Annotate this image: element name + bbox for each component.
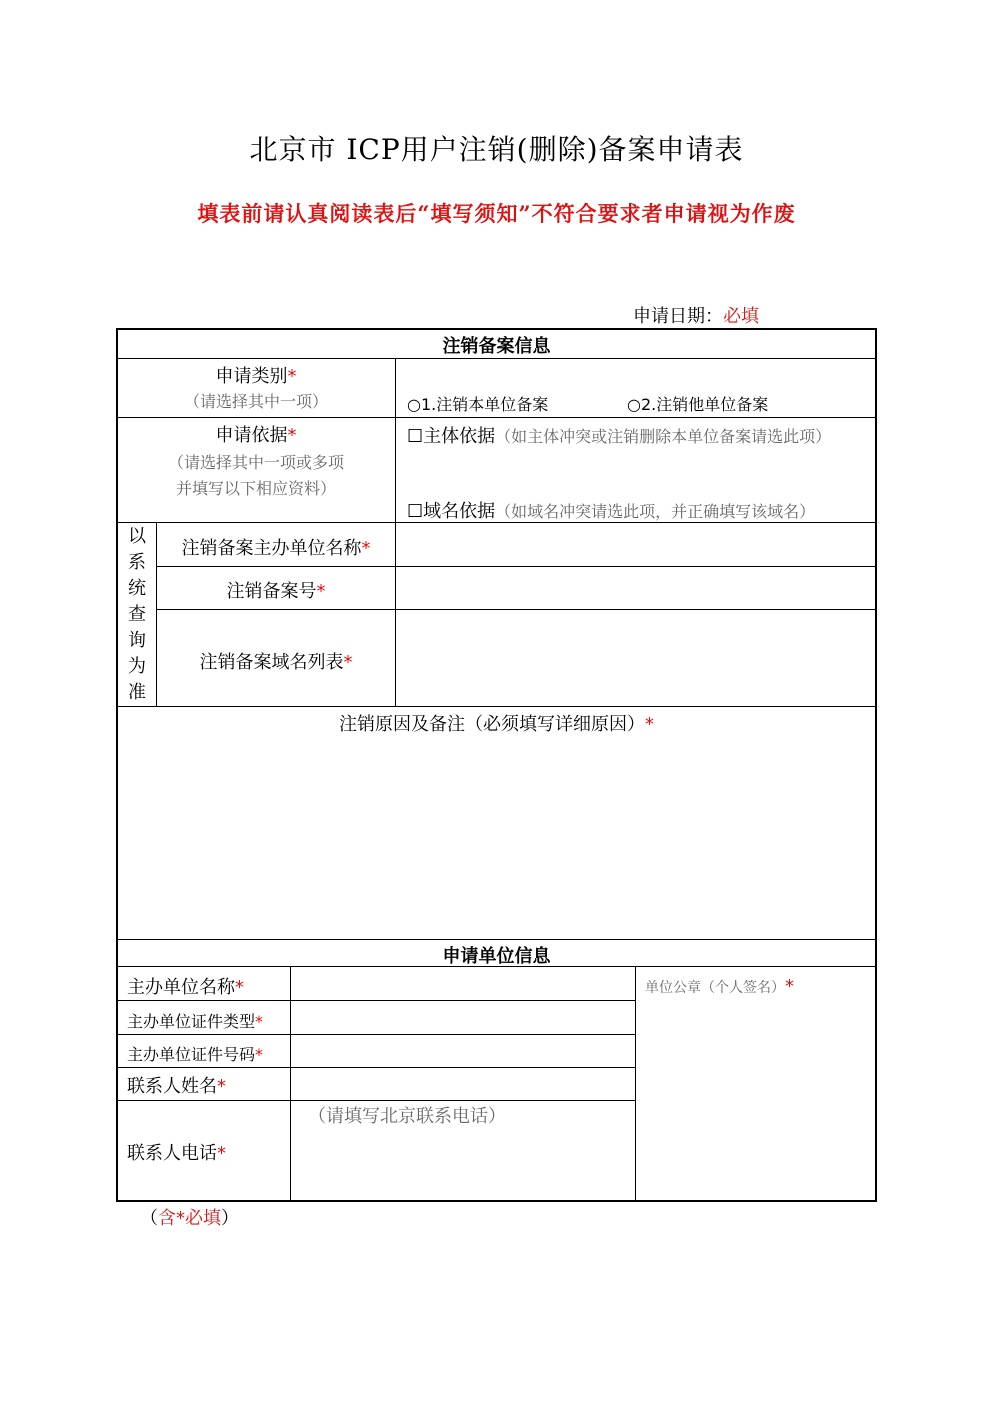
seal-label: 单位公章（个人签名）* — [645, 976, 794, 997]
cert-no-label: 主办单位证件号码* — [127, 1045, 264, 1064]
basis-hint-2: 并填写以下相应资料） — [175, 479, 336, 498]
cert-type-input[interactable] — [292, 1002, 634, 1033]
option-subject-basis[interactable]: ☐主体依据（如主体冲突或注销删除本单位备案请选此项） — [407, 426, 832, 447]
cert-no-input[interactable] — [292, 1036, 634, 1066]
record-no-input[interactable] — [397, 568, 875, 608]
checkbox-icon[interactable]: ☐ — [407, 501, 424, 522]
domain-list-label: 注销备案域名列表* — [199, 652, 353, 673]
required-footnote: （含*必填） — [140, 1208, 239, 1229]
contact-phone-input[interactable]: （请填写北京联系电话） — [308, 1106, 506, 1127]
page-title: 北京市 ICP用户注销(删除)备案申请表 — [249, 133, 744, 166]
basis-hint-1: （请选择其中一项或多项 — [167, 453, 344, 472]
reason-label: 注销原因及备注（必须填写详细原因）* — [339, 714, 654, 735]
fill-notice: 填表前请认真阅读表后“填写须知”不符合要求者申请视为作废 — [197, 201, 796, 226]
option-cancel-own[interactable]: ○1.注销本单位备案 — [407, 395, 549, 414]
contact-name-input[interactable] — [292, 1069, 634, 1099]
contact-name-label: 联系人姓名* — [127, 1076, 226, 1097]
section-cancel-info: 注销备案信息 — [442, 336, 551, 357]
apply-type-hint: （请选择其中一项） — [183, 392, 328, 411]
system-query-note: 以 系 统 查 询 为 准 — [128, 526, 146, 703]
apply-type-label: 申请类别* — [215, 366, 297, 387]
basis-label: 申请依据* — [215, 425, 297, 446]
option-domain-basis[interactable]: ☐域名依据（如域名冲突请选此项，并正确填写该域名） — [407, 501, 816, 522]
apply-date-label: 申请日期： — [633, 306, 723, 327]
unit-name-label: 主办单位名称* — [127, 977, 244, 998]
reason-input[interactable] — [118, 736, 875, 938]
record-no-label: 注销备案号* — [226, 581, 326, 602]
radio-icon[interactable]: ○ — [627, 395, 641, 414]
domain-list-input[interactable] — [397, 611, 875, 705]
contact-phone-label: 联系人电话* — [127, 1143, 226, 1164]
sponsor-name-label: 注销备案主办单位名称* — [181, 538, 371, 559]
radio-icon[interactable]: ○ — [407, 395, 421, 414]
sponsor-name-input[interactable] — [397, 524, 875, 565]
option-cancel-other[interactable]: ○2.注销他单位备案 — [627, 395, 769, 414]
apply-date-value: 必填 — [723, 306, 759, 327]
cert-type-label: 主办单位证件类型* — [127, 1012, 264, 1031]
apply-date — [633, 302, 759, 328]
unit-name-input[interactable] — [292, 968, 634, 999]
checkbox-icon[interactable]: ☐ — [407, 426, 424, 447]
seal-area[interactable] — [637, 1000, 875, 1200]
section-applicant-info: 申请单位信息 — [442, 946, 551, 967]
